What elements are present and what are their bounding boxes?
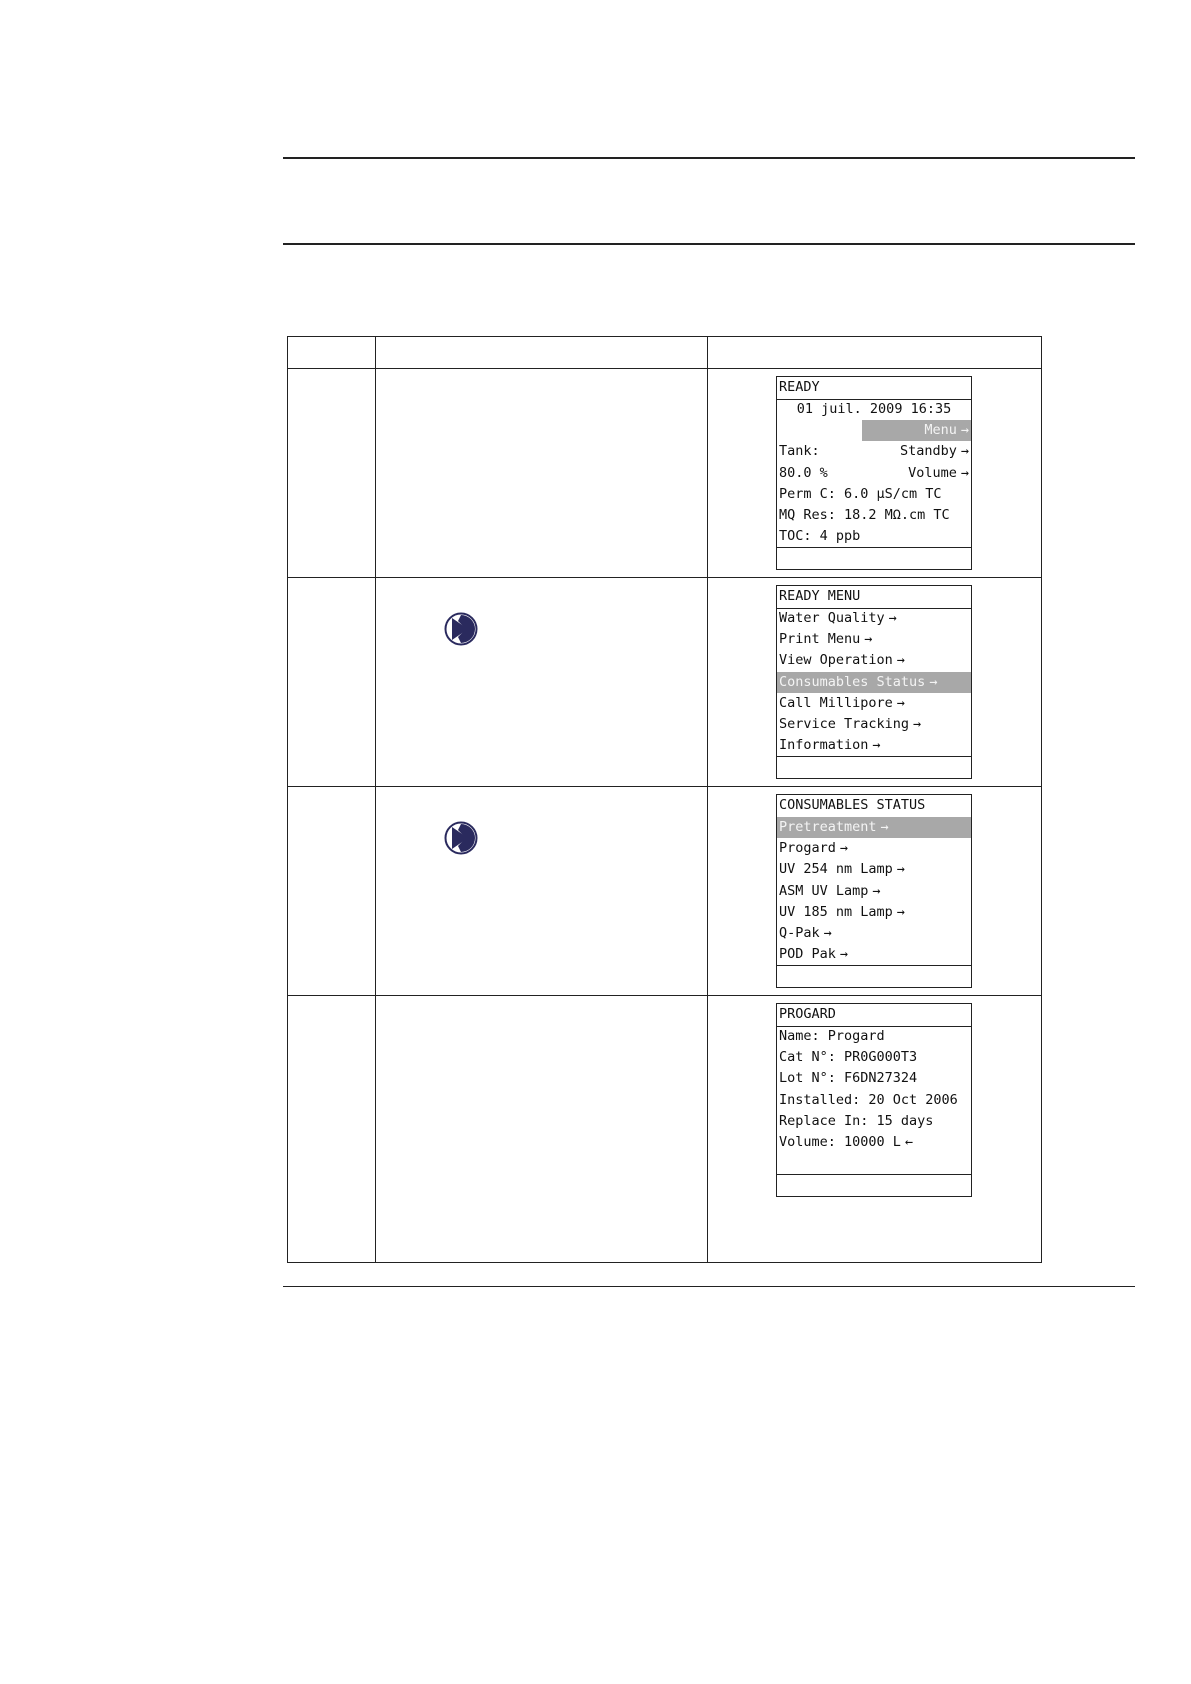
ready-menu-item[interactable] <box>777 608 971 629</box>
ready-menu-item-label: View Operation <box>779 652 893 669</box>
step-cell <box>288 578 376 787</box>
ready-menu-item-label: Call Millipore <box>779 694 893 711</box>
procedure-table <box>287 336 1042 1263</box>
arrow-right-icon: → <box>896 694 905 711</box>
action-cell <box>376 369 708 578</box>
table-header-row <box>288 337 1042 369</box>
step-cell <box>288 787 376 996</box>
tank-row <box>777 441 971 462</box>
progard-name: Name: Progard <box>779 1028 885 1044</box>
arrow-right-icon: → <box>929 673 938 690</box>
arrow-button-icon <box>444 612 478 646</box>
arrow-right-icon: → <box>960 443 969 460</box>
ready-menu-item[interactable] <box>777 735 971 756</box>
ready-menu-item[interactable] <box>777 714 971 735</box>
ready-menu-item[interactable] <box>777 672 971 693</box>
arrow-right-icon: → <box>896 861 905 878</box>
consumables-item[interactable] <box>777 923 971 944</box>
table-row <box>288 369 1042 578</box>
tank-value-row <box>777 463 971 484</box>
progard-installed: Installed: 20 Oct 2006 <box>779 1091 958 1108</box>
consumables-item[interactable] <box>777 817 971 838</box>
perm-conductivity: Perm C: 6.0 µS/cm TC <box>779 485 942 502</box>
lcd-consumables-status <box>776 794 972 988</box>
consumables-item-label: Pretreatment <box>779 819 877 835</box>
arrow-button-icon <box>444 821 478 855</box>
step-cell <box>288 369 376 578</box>
volume-option[interactable]: Volume → <box>908 464 969 481</box>
datetime: 01 juil. 2009 16:35 <box>796 401 952 417</box>
header-rule <box>283 243 1135 245</box>
table-row <box>288 578 1042 787</box>
arrow-right-icon: → <box>864 631 873 648</box>
ready-menu-item-label: Consumables Status <box>779 673 926 690</box>
display-cell <box>708 787 1042 996</box>
consumables-item-label: Q-Pak <box>779 924 820 941</box>
arrow-right-icon: → <box>839 946 849 963</box>
ready-menu-item-label: Print Menu <box>779 631 861 648</box>
lcd-ready-menu <box>776 585 972 779</box>
arrow-right-icon: → <box>913 715 922 732</box>
header-cell-action <box>376 337 708 369</box>
ready-menu-item-label: Information <box>779 737 869 754</box>
top-rule <box>283 157 1135 159</box>
arrow-right-icon: → <box>872 882 881 899</box>
progard-replace-in: Replace In: 15 days <box>779 1112 934 1129</box>
progard-volume: Volume: 10000 L ← <box>777 1132 971 1153</box>
lcd-footer <box>777 547 971 569</box>
toc-value: TOC: 4 ppb <box>779 528 861 545</box>
arrow-right-icon: → <box>960 464 969 481</box>
arrow-right-icon: → <box>872 737 881 754</box>
consumables-item[interactable] <box>777 902 971 923</box>
display-cell <box>708 369 1042 578</box>
tank-label: Tank: <box>779 443 820 460</box>
lcd-footer <box>777 1174 971 1196</box>
consumables-item[interactable] <box>777 881 971 902</box>
consumables-item-label: UV 185 nm Lamp <box>779 903 893 920</box>
arrow-right-icon: → <box>839 840 849 857</box>
standby-option[interactable]: Standby → <box>899 443 969 460</box>
consumables-item-label: UV 254 nm Lamp <box>779 861 893 878</box>
lcd-footer <box>777 756 971 778</box>
lcd-title: CONSUMABLES STATUS <box>777 795 971 818</box>
consumables-item[interactable] <box>777 944 971 965</box>
consumables-item-label: POD Pak <box>779 946 836 963</box>
arrow-right-icon: → <box>896 652 905 669</box>
header-cell-step <box>288 337 376 369</box>
consumables-item-label: Progard <box>779 840 836 857</box>
arrow-right-icon: → <box>896 903 905 920</box>
menu-option[interactable]: Menu → <box>862 420 971 441</box>
tank-value: 80.0 % <box>779 464 828 481</box>
lcd-title: PROGARD <box>777 1004 971 1027</box>
bottom-rule <box>283 1286 1135 1287</box>
consumables-item[interactable] <box>777 838 971 859</box>
arrow-right-icon: → <box>888 610 897 626</box>
lcd-title: READY MENU <box>777 586 971 609</box>
consumables-item-label: ASM UV Lamp <box>779 882 869 899</box>
arrow-right-icon: → <box>880 819 889 835</box>
table-row <box>288 787 1042 996</box>
ready-menu-item-label: Service Tracking <box>779 715 910 732</box>
step-cell <box>288 996 376 1263</box>
arrow-right-icon: → <box>960 422 969 439</box>
action-cell <box>376 787 708 996</box>
action-cell <box>376 996 708 1263</box>
ready-menu-item[interactable] <box>777 629 971 650</box>
ready-menu-item-label: Water Quality <box>779 610 885 626</box>
ready-menu-item[interactable] <box>777 650 971 671</box>
header-cell-display <box>708 337 1042 369</box>
progard-cat-number: Cat N°: PR0G000T3 <box>779 1049 918 1066</box>
display-cell <box>708 578 1042 787</box>
progard-lot-number: Lot N°: F6DN27324 <box>779 1070 918 1087</box>
lcd-footer <box>777 965 971 987</box>
lcd-ready-screen <box>776 376 972 570</box>
consumables-item[interactable] <box>777 859 971 880</box>
action-cell <box>376 578 708 787</box>
arrow-right-icon: → <box>823 924 832 941</box>
lcd-title: READY <box>777 377 971 400</box>
table-row <box>288 996 1042 1263</box>
display-cell <box>708 996 1042 1263</box>
arrow-left-icon: ← <box>904 1133 914 1150</box>
ready-menu-item[interactable] <box>777 693 971 714</box>
lcd-progard <box>776 1003 972 1197</box>
mq-resistivity: MQ Res: 18.2 MΩ.cm TC <box>779 506 950 523</box>
